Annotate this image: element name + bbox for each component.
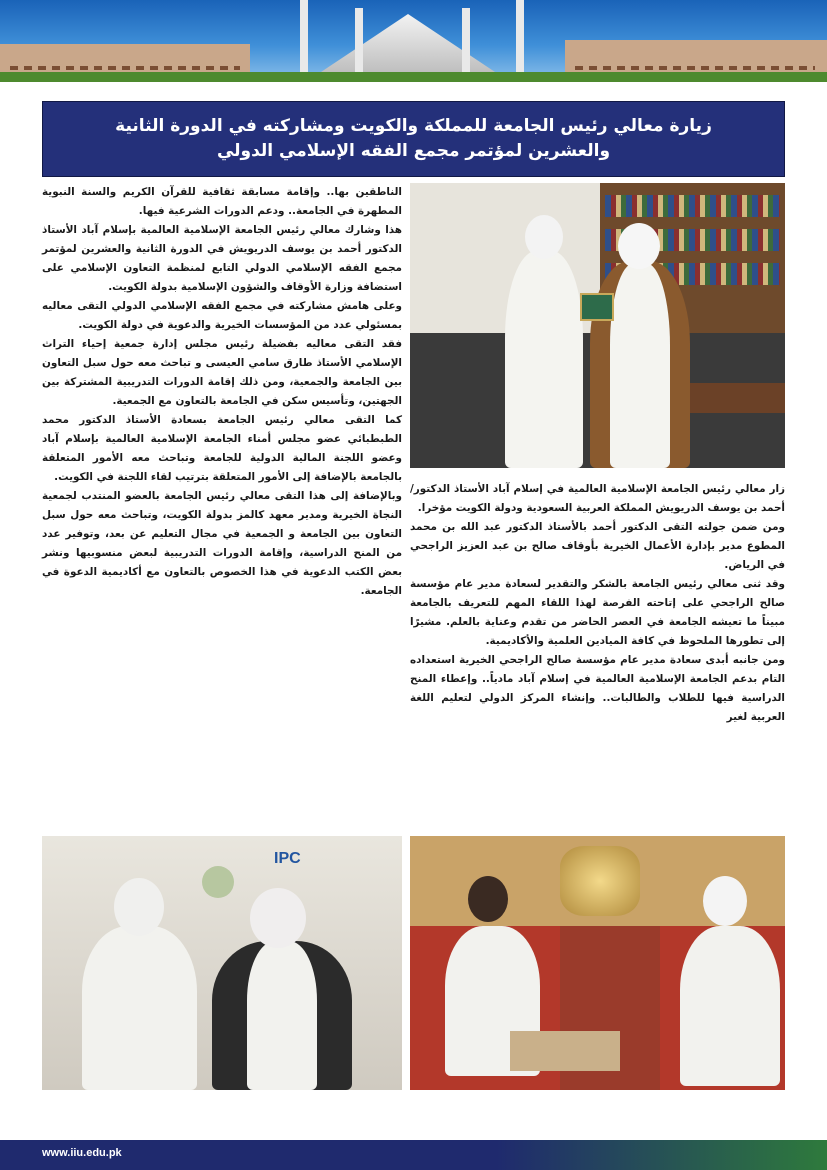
chandelier-lamp (560, 846, 640, 916)
lawn (0, 72, 827, 82)
paragraph: وقد ثنى معالي رئيس الجامعة بالشكر والتقدير لسعادة مدير عام مؤسسة صالح الراجحي على إتاحته الفرصة لهذا اللقاء المهم للتعريف بالجامعة مبيناً ما تعيشه الجامعة في العصر الحاضر من تقدم وعناية بالعلم. مشيرًا إلى تطورها الملحوظ في كافة الميادين العلمية والأكاديمية. (410, 578, 785, 647)
books (605, 195, 780, 217)
ipc-logo-text: IPC (274, 850, 301, 867)
minaret (516, 0, 524, 74)
paragraph: فقد التقى معاليه بفضيلة رئيس مجلس إدارة جمعية إحياء التراث الإسلامي الأستاذ طارق سامي العيسى و تباحث معه حول سبل التعاون بين الجامعة والجمعية، ومن ذلك إقامة الدورات التدريبية المشتركة بين الجهتين، وتأسيس سكن في الجامعة بالتعاون مع الجمعية. (42, 338, 402, 407)
book-table (510, 1031, 620, 1071)
person-ghutra (250, 888, 306, 948)
paragraph: وبالإضافة إلى هذا التقى معالي رئيس الجامعة بالعضو المنتدب لجمعية النجاة الخيرية ومدير معهد كالمز بدولة الكويت، وتباحث معه حول سبل التعاون بين الجامعة و الجمعية في مجال التعليم عن بعد، وتوفير عدد من المنح الدراسية، وإقامة الدورات التدريبية لبعض منسوبيها ونشر بعض الكتب الدعوية في هذا الخصوص بالتعاون مع أكاديمية الدعوة في الجامعة. (42, 490, 402, 597)
building-windows-left (10, 66, 240, 70)
person-thobe (247, 941, 317, 1090)
person-ghutra (525, 215, 563, 259)
left-text-column (42, 183, 402, 601)
person-ghutra (703, 876, 747, 926)
person-ghutra (114, 878, 164, 936)
person-white-thobe (505, 251, 583, 468)
article-title (42, 101, 785, 177)
footer-url-link[interactable]: www.iiu.edu.pk (42, 1147, 122, 1159)
photo-two-men-standing (42, 836, 402, 1090)
paragraph: كما التقى معالي رئيس الجامعة بسعادة الأستاذ الدكتور محمد الطبطبائي عضو مجلس أمناء الجامعة الإسلامية العالمية بإسلام آباد وعضو اللجنة المالية الدولية للجامعة وتباحث معه الأمور المتعلقة بالجامعة بالإضافة إلى الأمور المتعلقة بترتيب لقاء اللجنة في الكويت. (42, 414, 402, 483)
desk (680, 383, 785, 413)
person-ghutra (618, 223, 660, 269)
title-line-2: والعشرين لمؤتمر مجمع الفقه الإسلامي الدولي (216, 141, 611, 161)
minaret (462, 8, 470, 74)
title-line-1: زيارة معالي رئيس الجامعة للمملكة والكويت ومشاركته في الدورة الثانية (115, 116, 712, 136)
paragraph: ومن جانبه أبدى سعادة مدير عام مؤسسة صالح الراجحي الخيرية استعداده التام بدعم الجامعة الإسلامية العالمية في إسلام آباد مادياً.. وإعطاء المنح الدراسية فيها للطلاب والطالبات.. وإنشاء المركز الدولي لتعليم اللغة العربية لغير (410, 654, 785, 723)
footer-bar (0, 1140, 827, 1170)
minaret (355, 8, 363, 74)
photo-seated-meeting (410, 836, 785, 1090)
person-white-thobe (82, 926, 197, 1090)
paragraph: الناطقين بها.. وإقامة مسابقة ثقافية للقرآن الكريم والسنة النبوية المطهرة في الجامعة.. ودعم الدورات الشرعية فيها. (42, 186, 402, 217)
person-head (468, 876, 508, 922)
header-banner (0, 0, 827, 82)
paragraph: ومن ضمن جولته التقى الدكتور أحمد بالأستاذ الدكتور عبد الله بن محمد المطوع مدير بإدارة الأعمال الخيرية بأوقاف صالح بن عبد العزيز الراجحي في الرياض. (410, 521, 785, 571)
mosque-roof (318, 14, 498, 74)
paragraph: وعلى هامش مشاركته في مجمع الفقه الإسلامي الدولي التقى معاليه بمسئولي عدد من المؤسسات الخيرية والدعوية في دولة الكويت. (42, 300, 402, 331)
minaret (300, 0, 308, 74)
paragraph: هذا وشارك معالي رئيس الجامعة الإسلامية العالمية بإسلام آباد الأستاذ الدكتور أحمد بن يوسف الدريويش في الدورة الثانية والعشرين لمؤتمر مجمع الفقه الإسلامي الدولي التابع لمنظمة التعاون الإسلامي على استضافة وزارة الأوقاف والشؤون الإسلامية بدولة الكويت. (42, 224, 402, 293)
right-text-column (410, 480, 785, 828)
logo-circle (202, 866, 234, 898)
building-windows-right (575, 66, 815, 70)
person-thobe (610, 263, 670, 468)
photo-office-meeting (410, 183, 785, 468)
paragraph: زار معالي رئيس الجامعة الإسلامية العالمية في إسلام آباد الأستاذ الدكتور/ أحمد بن يوسف الدريويش المملكة العربية السعودية ودولة الكويت مؤخرا. (410, 483, 785, 514)
person-seated (680, 926, 780, 1086)
plaque-gift (580, 293, 614, 321)
